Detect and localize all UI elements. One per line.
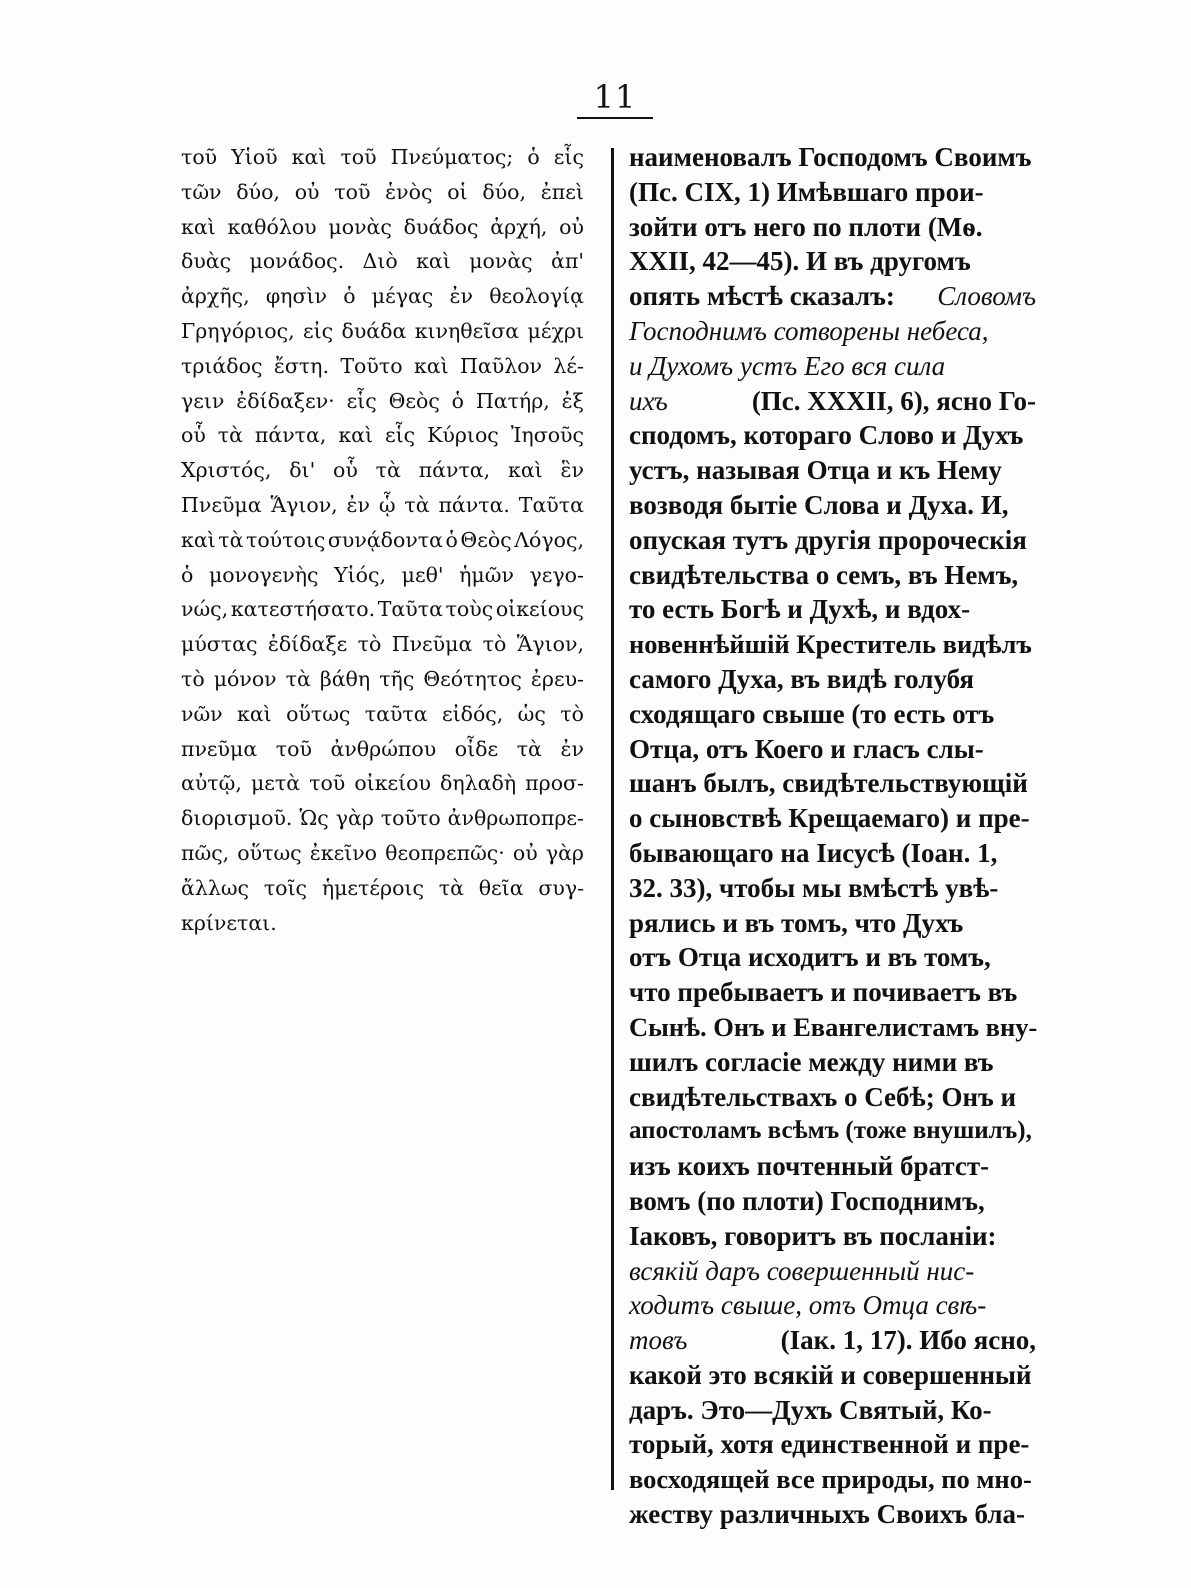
russian-line: опуская тутъ другія пророческія <box>629 524 1027 555</box>
russian-line: какой это всякій и совершенный <box>629 1359 1032 1390</box>
russian-line: наименовалъ Господомъ Своимъ <box>629 142 1032 172</box>
russian-line: о сыновствѣ Крещаемаго) и пре- <box>629 803 1030 834</box>
greek-line: νῶν καὶ οὕτως ταῦτα εἰδός, ὡς τὸ <box>181 701 584 726</box>
greek-line: Γρηγόριος, εἰς δυάδα κινηθεῖσα μέχρι <box>181 318 584 343</box>
greek-line: τῶν δύο, οὐ τοῦ ἑνὸς οἱ δύο, ἐπεὶ <box>181 179 584 204</box>
russian-text-column <box>629 140 1036 1532</box>
greek-line: μύστας ἐδίδαξε τὸ Πνεῦμα τὸ Ἅγιον, <box>181 632 584 657</box>
russian-line: новеннѣйшій Креститель видѣлъ <box>629 629 1032 660</box>
greek-line: κρίνεται. <box>181 910 277 935</box>
russian-line: даръ. Это—Духъ Святый, Ко- <box>629 1394 992 1425</box>
greek-line: πῶς, οὕτως ἐκεῖνο θεοπρεπῶς· οὐ γὰρ <box>181 840 584 865</box>
russian-line: ходитъ свыше, отъ Отца свѣ- <box>629 1290 987 1321</box>
russian-line: и Духомъ устъ Его вся сила <box>629 350 946 381</box>
greek-line: τοῦ Υἱοῦ καὶ τοῦ Πνεύματος; ὁ εἷς <box>181 145 584 169</box>
russian-line: Отца, отъ Коего и гласъ слы- <box>629 733 984 764</box>
russian-line: бывающаго на Іисусѣ (Іоан. 1, <box>629 837 998 868</box>
russian-line: опять мѣстѣ сказалъ: Словомъ <box>629 281 1036 312</box>
greek-line: ἄλλως τοῖς ἡμετέροις τὰ θεῖα συγ- <box>181 875 584 900</box>
russian-line: свидѣтельствахъ о Себѣ; Онъ и <box>629 1081 1017 1112</box>
greek-line: τὸ μόνον τὰ βάθη τῆς Θεότητος ἐρευ- <box>181 666 584 691</box>
greek-line: Πνεῦμα Ἅγιον, ἐν ᾧ τὰ πάντα. Ταῦτα <box>181 492 584 517</box>
russian-line: XXII, 42—45). И въ другомъ <box>629 246 971 277</box>
russian-line: зойти отъ него по плоти (Мѳ. <box>629 211 983 242</box>
russian-line: сходящаго свыше (то есть отъ <box>629 698 995 729</box>
greek-line: δυὰς μονάδος. Διὸ καὶ μονὰς ἀπ' <box>181 249 584 274</box>
russian-line: шилъ согласіе между ними въ <box>629 1046 994 1077</box>
greek-line: διορισμοῦ. Ὡς γὰρ τοῦτο ἀνθρωποπρε- <box>181 806 584 831</box>
page-number: 11 <box>593 78 637 116</box>
russian-line: Іаковъ, говоритъ въ посланіи: <box>629 1220 997 1251</box>
greek-line: νώς, κατεστήσατο. Ταῦτα τοὺς οἰκείους <box>181 597 584 622</box>
greek-line: τριάδος ἔστη. Τοῦτο καὶ Παῦλον λέ- <box>181 353 584 378</box>
russian-line: восходящей все природы, по мно- <box>629 1464 1032 1495</box>
greek-line: καὶ καθόλου μονὰς δυάδος ἀρχή, οὐ <box>181 214 584 239</box>
russian-line: свидѣтельства о семъ, въ Немъ, <box>629 559 1019 590</box>
russian-line: ихъ (Пс. XXXII, 6), ясно Го- <box>629 385 1036 416</box>
greek-line: ἀρχῆς, φησὶν ὁ μέγας ἐν θεολογίᾳ <box>181 284 584 309</box>
russian-line: товъ (Іак. 1, 17). Ибо ясно, <box>629 1325 1036 1356</box>
russian-line: устъ, называя Отца и къ Нему <box>629 455 1002 486</box>
greek-line: καὶ τὰ τούτοις συνᾴδοντα ὁ Θεὸς Λόγος, <box>181 527 584 552</box>
greek-line: οὗ τὰ πάντα, καὶ εἷς Κύριος Ἰησοῦς <box>181 423 584 448</box>
russian-line: то есть Богѣ и Духѣ, и вдох- <box>629 594 971 625</box>
russian-line: апостоламъ всѣмъ (тоже внушилъ), <box>629 1117 1032 1145</box>
russian-line: самого Духа, въ видѣ голубя <box>629 663 975 694</box>
russian-line: Сынѣ. Онъ и Евангелистамъ вну- <box>629 1011 1038 1042</box>
russian-line: шанъ былъ, свидѣтельствующій <box>629 768 1028 799</box>
greek-line: Χριστός, δι' οὗ τὰ πάντα, καὶ ἓν <box>181 458 584 483</box>
russian-line: изъ коихъ почтенный братст- <box>629 1151 990 1182</box>
russian-line: (Пс. CIX, 1) Имѣвшаго прои- <box>629 176 984 207</box>
russian-line: рялись и въ томъ, что Духъ <box>629 907 964 938</box>
russian-line: торый, хотя единственной и пре- <box>629 1429 1030 1460</box>
russian-line: вомъ (по плоти) Господнимъ, <box>629 1185 985 1216</box>
russian-line: что пребываетъ и почиваетъ въ <box>629 977 1018 1008</box>
column-divider <box>611 148 614 1490</box>
greek-text-column <box>181 140 584 940</box>
russian-line: жеству различныхъ Своихъ бла- <box>629 1499 1025 1530</box>
russian-line: возводя бытіе Слова и Духа. И, <box>629 489 1009 520</box>
greek-line: γειν ἐδίδαξεν· εἷς Θεὸς ὁ Πατήρ, ἐξ <box>181 388 584 413</box>
page-number-rule <box>577 117 653 119</box>
russian-line: отъ Отца исходитъ и въ томъ, <box>629 942 991 973</box>
greek-line: ὁ μονογενὴς Υἱός, μεθ' ἡμῶν γεγο- <box>181 562 584 587</box>
russian-line: всякій даръ совершенный нис- <box>629 1255 975 1286</box>
russian-line: Господнимъ сотворены небеса, <box>629 315 989 346</box>
greek-line: αὐτῷ, μετὰ τοῦ οἰκείου δηλαδὴ προσ- <box>181 771 584 796</box>
greek-line: πνεῦμα τοῦ ἀνθρώπου οἶδε τὰ ἐν <box>181 736 584 761</box>
russian-line: сподомъ, котораго Слово и Духъ <box>629 420 1024 451</box>
russian-line: 32. 33), чтобы мы вмѣстѣ увѣ- <box>629 872 999 903</box>
